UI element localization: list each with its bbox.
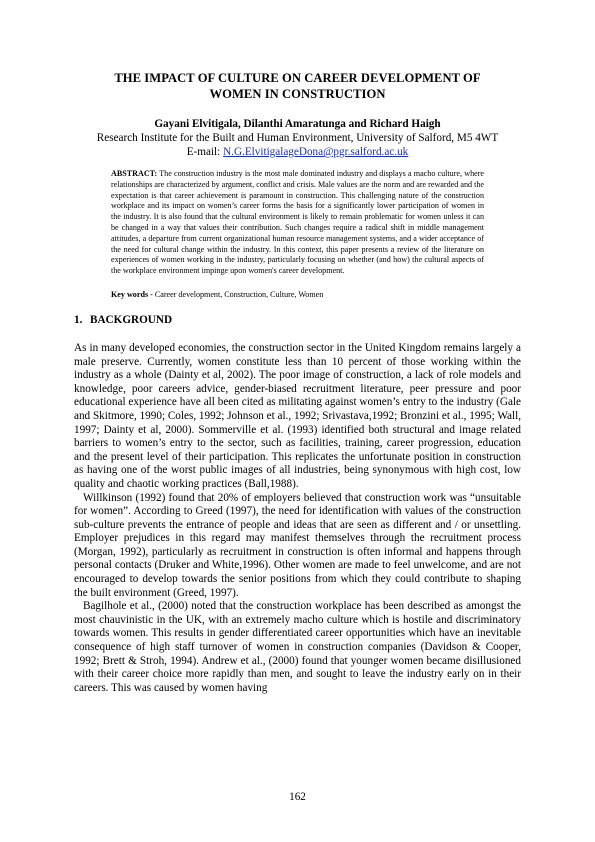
abstract-label: ABSTRACT: xyxy=(111,169,158,178)
section-number: 1. xyxy=(74,313,83,326)
email-label: E-mail: xyxy=(186,146,224,158)
paragraph: Willkinson (1992) found that 20% of employers believed that construction work was “unsuitable for women”. According to Greed (1997), the need for identification with values of the construction sub-culture prevents the entrance of people and ideas that are seen as different and / or unsettling. Employer prejudices in this regard may manifest themselves through the recruitment process (Morgan, 1992), particularly as recruitment in construction is often informal and happens through personal contacts (Druker and White,1996). Other women are made to feel unwelcome, and are not encouraged to develop towards the senior positions from which they could contribute to shaping the built environment (Greed, 1997). xyxy=(74,491,521,599)
email-link[interactable]: N.G.ElvitigalageDona@pgr.salford.ac.uk xyxy=(223,146,409,158)
paragraph: As in many developed economies, the construction sector in the United Kingdom remains largely a male preserve. Currently, women constitute less than 10 percent of those working within the industry as a whole (Dainty et al, 2002). The poor image of construction, a lack of role models and knowledge, poor careers advice, gender-biased recruitment literature, peer pressure and poor educational experience have all been cited as militating against women’s entry to the industry (Gale and Skitmore, 1990; Coles, 1992; Johnson et al., 1992; Srivastava,1992; Bronzini et al., 1995; Wall, 1997; Dainty et al, 2000). Sommerville et al. (1993) identified both structural and image related barriers to women’s entry to the sector, such as facilities, training, career progression, education and the present level of their participation. This replicates the unfortunate position in construction as having one of the worst public images of all industries, being synonymous with high cost, low quality and chaotic working practices (Ball,1988). xyxy=(74,341,521,490)
page-number: 162 xyxy=(289,791,306,803)
keywords-label: Key words - xyxy=(111,289,153,299)
abstract-text: The construction industry is the most male dominated industry and displays a macho culture, where relationships are characterized by argument, conflict and crisis. Male values are the norm and are rewarded and the expectation is that career achievement is paramount in construction. This challenging nature of the construction workplace and its impact on women’s career forms the basis for a significantly lower participation of women in the industry. It is also found that the cultural environment is likely to remain problematic for women unless it can be changed in a way that values their contribution. Such changes require a radical shift in middle management attitudes, a departure from current organizational human resource management systems, and a wider acceptance of the need for cultural change within the industry. In this context, this paper presents a review of the literature on experiences of women working in the industry, particularly focusing on whether (and how) the cultural aspects of the workplace environment impinge upon women's career development. xyxy=(111,169,484,276)
author-list: Gayani Elvitigala, Dilanthi Amaratunga and Richard Haigh xyxy=(154,118,441,130)
affiliation: Research Institute for the Built and Human Environment, University of Salford, M5 4WT xyxy=(96,132,499,144)
paragraph: Bagilhole et al., (2000) noted that the construction workplace has been described as amongst the most chauvinistic in the UK, with an extremely macho culture which is hostile and discriminatory towards women. This results in gender differentiated career opportunities which have an inevitable consequence of high staff turnover of women in construction companies (Davidson & Cooper, 1992; Brett & Stroh, 1994). Andrew et al., (2000) found that younger women became disillusioned with their career choice more rapidly than men, and sought to leave the industry early on in their careers. This was caused by women having xyxy=(74,600,521,694)
keywords-text: Career development, Construction, Culture, Women xyxy=(152,289,324,299)
paper-title xyxy=(74,70,521,102)
title-line-1: THE IMPACT OF CULTURE ON CAREER DEVELOPMENT OF xyxy=(114,71,481,85)
section-heading xyxy=(74,313,521,327)
title-line-2: WOMEN IN CONSTRUCTION xyxy=(209,87,386,101)
section-title: BACKGROUND xyxy=(90,313,173,326)
body-text xyxy=(74,342,521,695)
email-line xyxy=(74,145,521,159)
abstract xyxy=(111,169,484,277)
keywords xyxy=(111,289,484,300)
